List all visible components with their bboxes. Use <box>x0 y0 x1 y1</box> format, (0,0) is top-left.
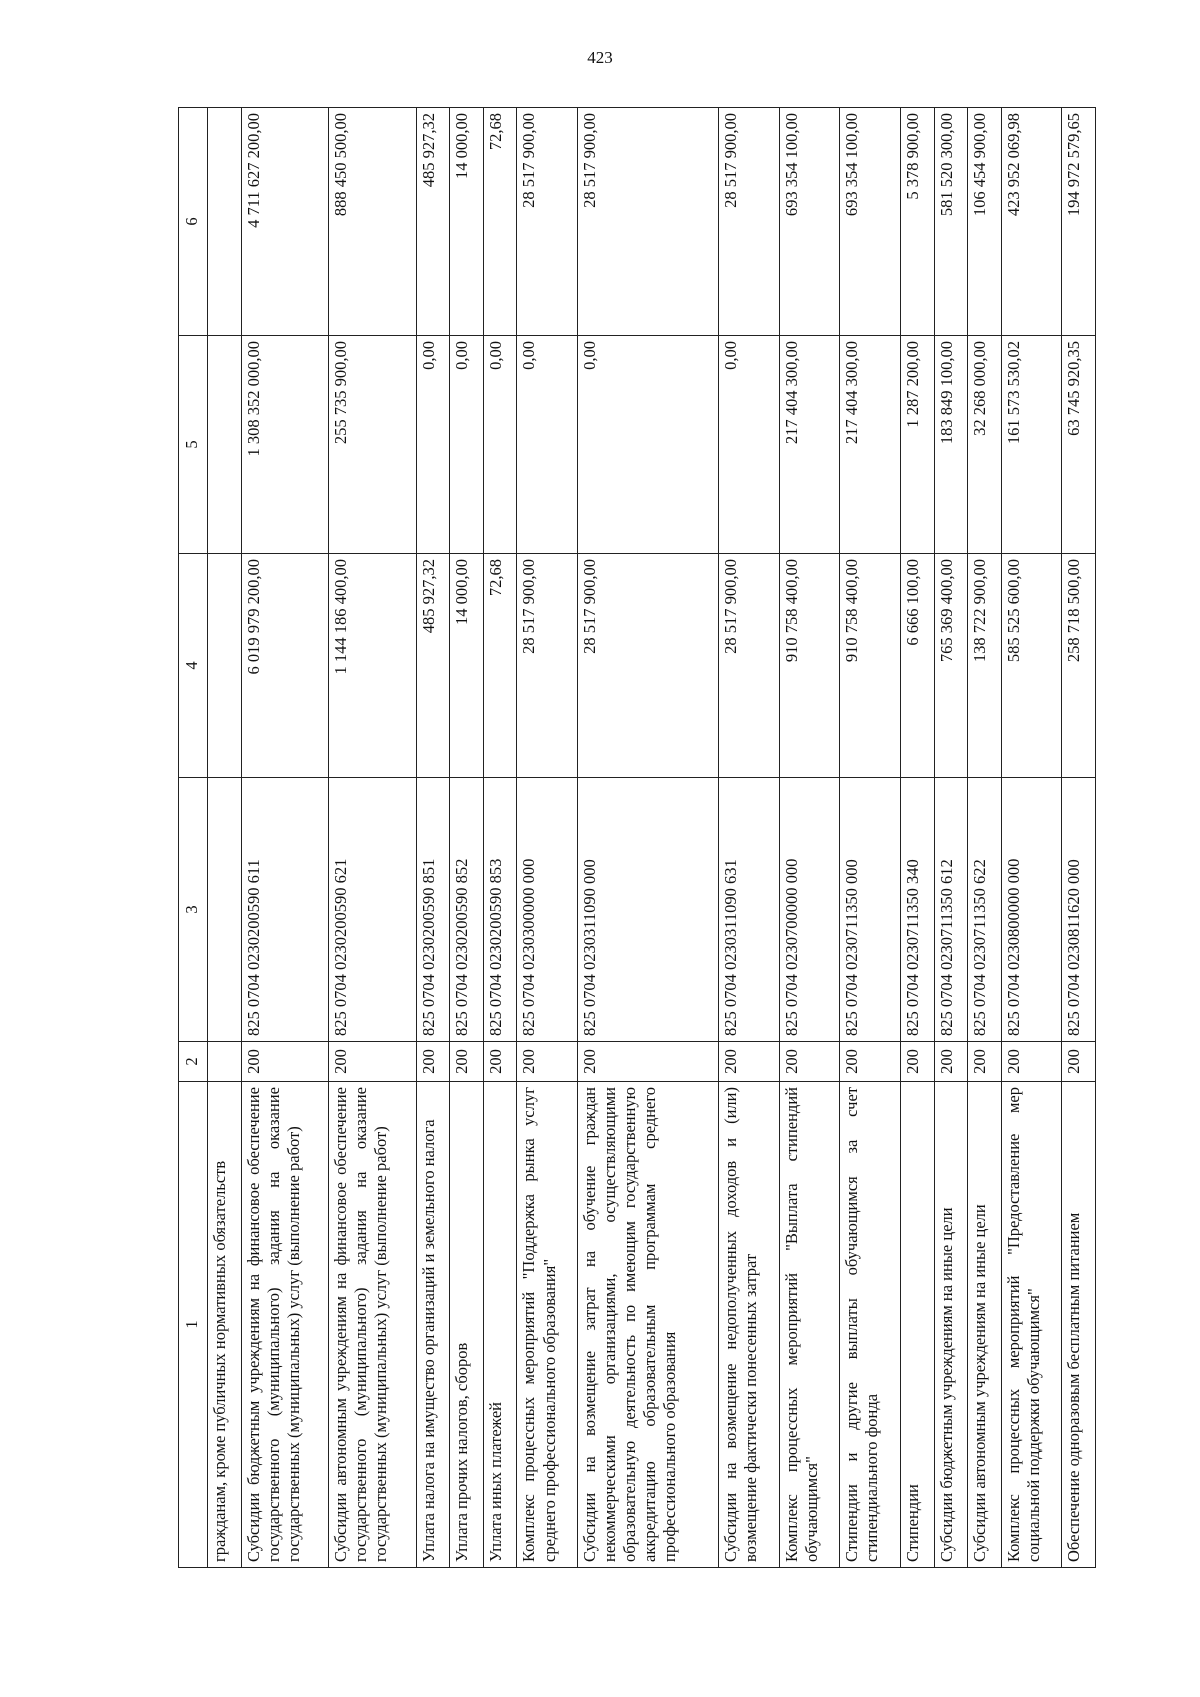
row-amount-col6: 28 517 900,00 <box>517 108 578 336</box>
row-code-cell: 200 <box>968 1042 1002 1082</box>
row-amount-col6: 5 378 900,00 <box>900 108 934 336</box>
row-amount-col4: 485 927,32 <box>416 554 450 778</box>
row-code-cell: 200 <box>840 1042 901 1082</box>
row-amount-col6: 106 454 900,00 <box>968 108 1002 336</box>
row-name-cell: Уплата прочих налогов, сборов <box>450 1082 484 1568</box>
row-code-cell: 200 <box>779 1042 840 1082</box>
row-name-cell: Субсидии на возмещение затрат на обучение граждан некоммерческими организациями, осуществляющими образовательную деятельность по имеющим государственную аккредитацию образовательным программам среднего профессионального образования <box>577 1082 718 1568</box>
table-row <box>779 108 840 1568</box>
column-header: 2 <box>179 1042 208 1082</box>
row-amount-col4: 14 000,00 <box>450 554 484 778</box>
row-amount-col5: 217 404 300,00 <box>779 336 840 554</box>
row-kbk-cell: 825 0704 0230200590 621 <box>329 778 416 1042</box>
row-kbk-cell: 825 0704 0230200590 853 <box>483 778 517 1042</box>
row-name-cell: Стипендии и другие выплаты обучающимся за счет стипендиального фонда <box>840 1082 901 1568</box>
row-name-cell: Стипендии <box>900 1082 934 1568</box>
table-row <box>517 108 578 1568</box>
table-row <box>241 108 328 1568</box>
column-header: 6 <box>179 108 208 336</box>
column-header: 5 <box>179 336 208 554</box>
row-kbk-cell: 825 0704 0230311090 000 <box>577 778 718 1042</box>
row-code-cell: 200 <box>934 1042 968 1082</box>
row-kbk-cell: 825 0704 0230711350 612 <box>934 778 968 1042</box>
row-amount-col4: 28 517 900,00 <box>719 554 780 778</box>
row-amount-col6: 485 927,32 <box>416 108 450 336</box>
row-amount-col4: 258 718 500,00 <box>1062 554 1096 778</box>
header-row <box>179 108 208 1568</box>
row-amount-col6: 581 520 300,00 <box>934 108 968 336</box>
row-amount-col4: 6 019 979 200,00 <box>241 554 328 778</box>
row-code-cell: 200 <box>483 1042 517 1082</box>
row-name-cell: Комплекс процессных мероприятий "Выплата стипендий обучающимся" <box>779 1082 840 1568</box>
row-amount-col5: 1 287 200,00 <box>900 336 934 554</box>
row-name-cell: Субсидии бюджетным учреждениям на финансовое обеспечение государственного (муниципального) задания на оказание государственных (муниципальных) услуг (выполнение работ) <box>241 1082 328 1568</box>
row-name-cell: Комплекс процессных мероприятий "Поддержка рынка услуг среднего профессионального образования" <box>517 1082 578 1568</box>
row-code-cell: 200 <box>1001 1042 1062 1082</box>
column-header: 3 <box>179 778 208 1042</box>
row-amount-col5: 0,00 <box>517 336 578 554</box>
row-amount-col5: 255 735 900,00 <box>329 336 416 554</box>
row-kbk-cell: 825 0704 0230311090 631 <box>719 778 780 1042</box>
row-name-cell: гражданам, кроме публичных нормативных обязательств <box>208 1082 242 1568</box>
row-amount-col5: 183 849 100,00 <box>934 336 968 554</box>
row-code-cell <box>208 1042 242 1082</box>
row-amount-col4: 138 722 900,00 <box>968 554 1002 778</box>
row-code-cell: 200 <box>450 1042 484 1082</box>
table-row <box>208 108 242 1568</box>
row-name-cell: Субсидии на возмещение недополученных доходов и (или) возмещение фактически понесенных затрат <box>719 1082 780 1568</box>
row-amount-col5: 1 308 352 000,00 <box>241 336 328 554</box>
row-amount-col4: 28 517 900,00 <box>577 554 718 778</box>
row-code-cell: 200 <box>329 1042 416 1082</box>
row-amount-col6 <box>208 108 242 336</box>
table-body <box>208 108 1096 1568</box>
table-row <box>840 108 901 1568</box>
row-amount-col5: 0,00 <box>416 336 450 554</box>
row-kbk-cell: 825 0704 0230200590 851 <box>416 778 450 1042</box>
row-amount-col5: 0,00 <box>577 336 718 554</box>
row-amount-col6: 4 711 627 200,00 <box>241 108 328 336</box>
row-kbk-cell: 825 0704 0230300000 000 <box>517 778 578 1042</box>
row-amount-col6: 28 517 900,00 <box>719 108 780 336</box>
table-row <box>934 108 968 1568</box>
row-name-cell: Уплата иных платежей <box>483 1082 517 1568</box>
row-amount-col5: 0,00 <box>719 336 780 554</box>
row-amount-col5: 217 404 300,00 <box>840 336 901 554</box>
table-row <box>416 108 450 1568</box>
row-amount-col6: 693 354 100,00 <box>840 108 901 336</box>
row-amount-col5: 32 268 000,00 <box>968 336 1002 554</box>
page-number: 423 <box>587 48 613 67</box>
row-amount-col6: 28 517 900,00 <box>577 108 718 336</box>
budget-table <box>178 107 1096 1568</box>
table-row <box>483 108 517 1568</box>
row-amount-col4: 28 517 900,00 <box>517 554 578 778</box>
row-amount-col5: 0,00 <box>483 336 517 554</box>
row-amount-col4: 585 525 600,00 <box>1001 554 1062 778</box>
column-header: 4 <box>179 554 208 778</box>
table-row <box>329 108 416 1568</box>
row-code-cell: 200 <box>719 1042 780 1082</box>
row-name-cell: Субсидии автономным учреждениям на финансовое обеспечение государственного (муниципального) задания на оказание государственных (муниципальных) услуг (выполнение работ) <box>329 1082 416 1568</box>
row-name-cell: Субсидии бюджетным учреждениям на иные цели <box>934 1082 968 1568</box>
table-row <box>450 108 484 1568</box>
row-amount-col6: 888 450 500,00 <box>329 108 416 336</box>
row-amount-col4: 6 666 100,00 <box>900 554 934 778</box>
row-kbk-cell: 825 0704 0230200590 852 <box>450 778 484 1042</box>
row-name-cell: Обеспечение одноразовым бесплатным питанием <box>1062 1082 1096 1568</box>
row-kbk-cell: 825 0704 0230711350 000 <box>840 778 901 1042</box>
table-row <box>968 108 1002 1568</box>
column-header: 1 <box>179 1082 208 1568</box>
row-amount-col5: 0,00 <box>450 336 484 554</box>
row-name-cell: Комплекс процессных мероприятий "Предоставление мер социальной поддержки обучающимся" <box>1001 1082 1062 1568</box>
row-amount-col6: 423 952 069,98 <box>1001 108 1062 336</box>
table-row <box>1062 108 1096 1568</box>
row-amount-col4: 72,68 <box>483 554 517 778</box>
row-amount-col5: 161 573 530,02 <box>1001 336 1062 554</box>
row-amount-col5: 63 745 920,35 <box>1062 336 1096 554</box>
row-name-cell: Уплата налога на имущество организаций и земельного налога <box>416 1082 450 1568</box>
row-amount-col4 <box>208 554 242 778</box>
row-code-cell: 200 <box>577 1042 718 1082</box>
row-kbk-cell <box>208 778 242 1042</box>
row-kbk-cell: 825 0704 0230200590 611 <box>241 778 328 1042</box>
row-code-cell: 200 <box>900 1042 934 1082</box>
row-code-cell: 200 <box>416 1042 450 1082</box>
row-amount-col6: 194 972 579,65 <box>1062 108 1096 336</box>
row-amount-col4: 910 758 400,00 <box>840 554 901 778</box>
row-code-cell: 200 <box>1062 1042 1096 1082</box>
row-name-cell: Субсидии автономным учреждениям на иные цели <box>968 1082 1002 1568</box>
table-row <box>1001 108 1062 1568</box>
row-code-cell: 200 <box>241 1042 328 1082</box>
row-code-cell: 200 <box>517 1042 578 1082</box>
row-amount-col4: 910 758 400,00 <box>779 554 840 778</box>
row-amount-col6: 693 354 100,00 <box>779 108 840 336</box>
row-amount-col6: 14 000,00 <box>450 108 484 336</box>
row-kbk-cell: 825 0704 0230811620 000 <box>1062 778 1096 1042</box>
table-row <box>577 108 718 1568</box>
row-amount-col4: 765 369 400,00 <box>934 554 968 778</box>
row-kbk-cell: 825 0704 0230711350 622 <box>968 778 1002 1042</box>
row-kbk-cell: 825 0704 0230711350 340 <box>900 778 934 1042</box>
rotated-table-container <box>178 108 1096 1568</box>
table-row <box>719 108 780 1568</box>
row-amount-col6: 72,68 <box>483 108 517 336</box>
row-amount-col4: 1 144 186 400,00 <box>329 554 416 778</box>
row-kbk-cell: 825 0704 0230700000 000 <box>779 778 840 1042</box>
row-amount-col5 <box>208 336 242 554</box>
table-row <box>900 108 934 1568</box>
row-kbk-cell: 825 0704 0230800000 000 <box>1001 778 1062 1042</box>
